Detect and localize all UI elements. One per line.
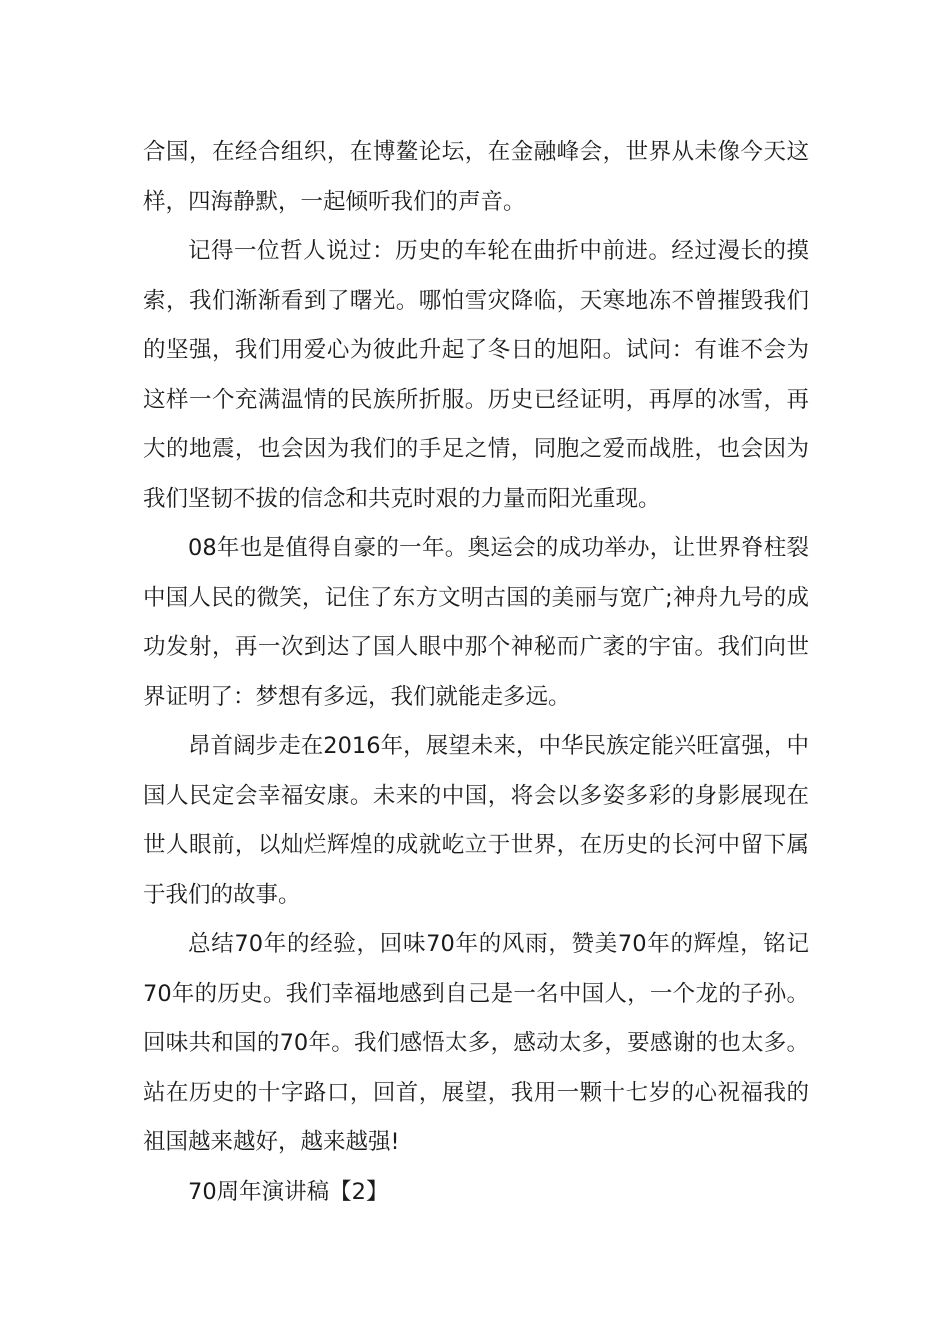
paragraph-continued: 合国，在经合组织，在博鳌论坛，在金融峰会，世界从未像今天这样，四海静默，一起倾听我们的声音。 — [143, 139, 809, 215]
paragraph-future: 昂首阔步走在2016年，展望未来，中华民族定能兴旺富强，中国人民定会幸福安康。未来的中国，将会以多姿多彩的身影展现在世人眼前，以灿烂辉煌的成就屹立于世界，在历史的长河中留下属于我们的故事。 — [143, 733, 809, 908]
document-body — [143, 128, 809, 1217]
paragraph-summary: 总结70年的经验，回味70年的风雨，赞美70年的辉煌，铭记70年的历史。我们幸福地感到自己是一名中国人，一个龙的子孙。回味共和国的70年。我们感悟太多，感动太多，要感谢的也太多。站在历史的十字路口，回首，展望，我用一颗十七岁的心祝福我的祖国越来越好，越来越强! — [143, 931, 809, 1155]
section-heading: 70周年演讲稿【2】 — [188, 1178, 389, 1205]
paragraph-philosopher: 记得一位哲人说过：历史的车轮在曲折中前进。经过漫长的摸索，我们渐渐看到了曙光。哪怕雪灾降临，天寒地冻不曾摧毁我们的坚强，我们用爱心为彼此升起了冬日的旭阳。试问：有谁不会为这样一个充满温情的民族所折服。历史已经证明，再厚的冰雪，再大的地震，也会因为我们的手足之情，同胞之爱而战胜，也会因为我们坚韧不拔的信念和共克时艰的力量而阳光重现。 — [143, 238, 809, 512]
paragraph-2008: 08年也是值得自豪的一年。奥运会的成功举办，让世界脊柱裂中国人民的微笑，记住了东方文明古国的美丽与宽广;神舟九号的成功发射，再一次到达了国人眼中那个神秘而广袤的宇宙。我们向世界证明了：梦想有多远，我们就能走多远。 — [143, 535, 809, 710]
